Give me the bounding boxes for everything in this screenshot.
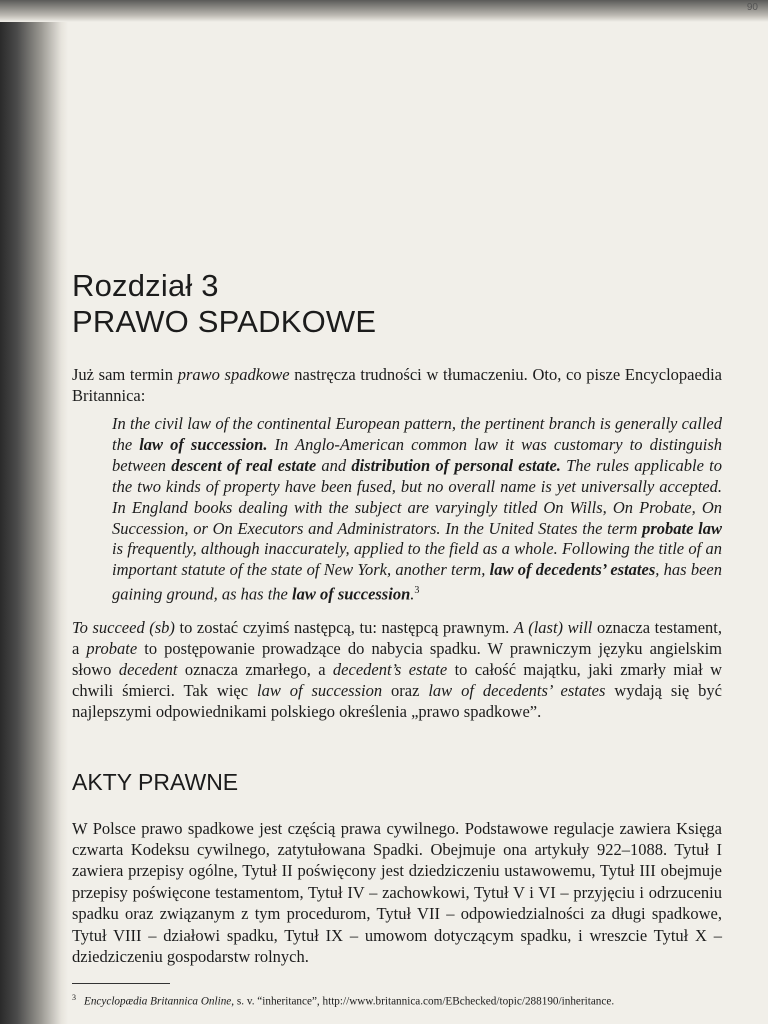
intro-text-1: Już sam termin <box>72 365 178 384</box>
britannica-quote: In the civil law of the continental European pattern, the pertinent branch is generally called the law of succession. In Anglo-American common law it was customary to distinguish between descent of real estate and distribution of personal estate. The rules applicable to the two kinds of property have been fused, but no overall name is yet universally accepted. In England books dealing with the subject are varyingly titled On Wills, On Probate, On Succession, or On Executors and Administrators. In the United States the term probate law is frequently, although inaccurately, applied to the field as a whole. Following the title of an important statute of the state of New York, another term, law of decedents’ estates, has been gaining ground, as has the law of succession.$^3$ <box>112 414 723 604</box>
footnote-reference: 3 <box>414 585 420 597</box>
binding-shadow <box>0 0 68 1024</box>
footnote <box>72 991 732 1009</box>
chapter-title: PRAWO SPADKOWE <box>72 304 377 339</box>
footnote-rule <box>72 983 170 984</box>
chapter-heading <box>72 268 722 340</box>
footnote-mark: 3 <box>72 993 76 1002</box>
top-edge-shadow <box>0 0 768 22</box>
chapter-label: Rozdział 3 <box>72 268 219 303</box>
section-paragraph: W Polsce prawo spadkowe jest częścią prawa cywilnego. Podstawowe regulacje zawiera Księga czwarta Kodeksu cywilnego, zatytułowana Spadki. Obejmuje ona artykuły 922–1088. Tytuł I zawiera przepisy ogólne, Tytuł II poświęcony jest dziedziczeniu ustawowemu, Tytuł III obejmuje przepisy poświęcone testamentom, Tytuł IV – zachowkowi, Tytuł V i VI – przyjęciu i odrzuceniu spadku oraz związanym z tym procedurom, Tytuł VII – odpowiedzialności za długi spadkowe, Tytuł VIII – działowi spadku, Tytuł IX – umowom dotyczącym spadku, i wreszcie Tytuł X – dziedziczeniu gospodarstw rolnych. <box>72 818 722 967</box>
section-heading: AKTY PRAWNE <box>72 768 239 795</box>
footnote-text: , s. v. “inheritance”, http://www.britannica.com/EBchecked/topic/288190/inheritance. <box>231 995 615 1008</box>
page-number: 90 <box>746 2 758 13</box>
bleed-through-texture <box>80 44 740 258</box>
page-content <box>72 268 722 968</box>
intro-paragraph <box>72 364 722 406</box>
footnote-source: Encyclopædia Britannica Online <box>84 995 232 1008</box>
explanation-paragraph: To succeed (sb) to zostać czyimś następcą, tu: następcą prawnym. A (last) will oznacza testament, a probate to postępowanie prowadzące do nabycia spadku. W prawniczym języku angielskim słowo decedent oznacza zmarłego, a decedent’s estate to całość majątku, jaki zmarły miał w chwili śmierci. Tak więc law of succession oraz law of decedents’ estates wydają się być najlepszymi odpowiednikami polskiego określenia „prawo spadkowe”. <box>72 617 723 721</box>
intro-text-2: nastręcza trudności w tłumaczeniu. Oto, co pisze Encyclopaedia Britannica: <box>72 365 722 405</box>
intro-term: prawo spadkowe <box>177 365 290 384</box>
